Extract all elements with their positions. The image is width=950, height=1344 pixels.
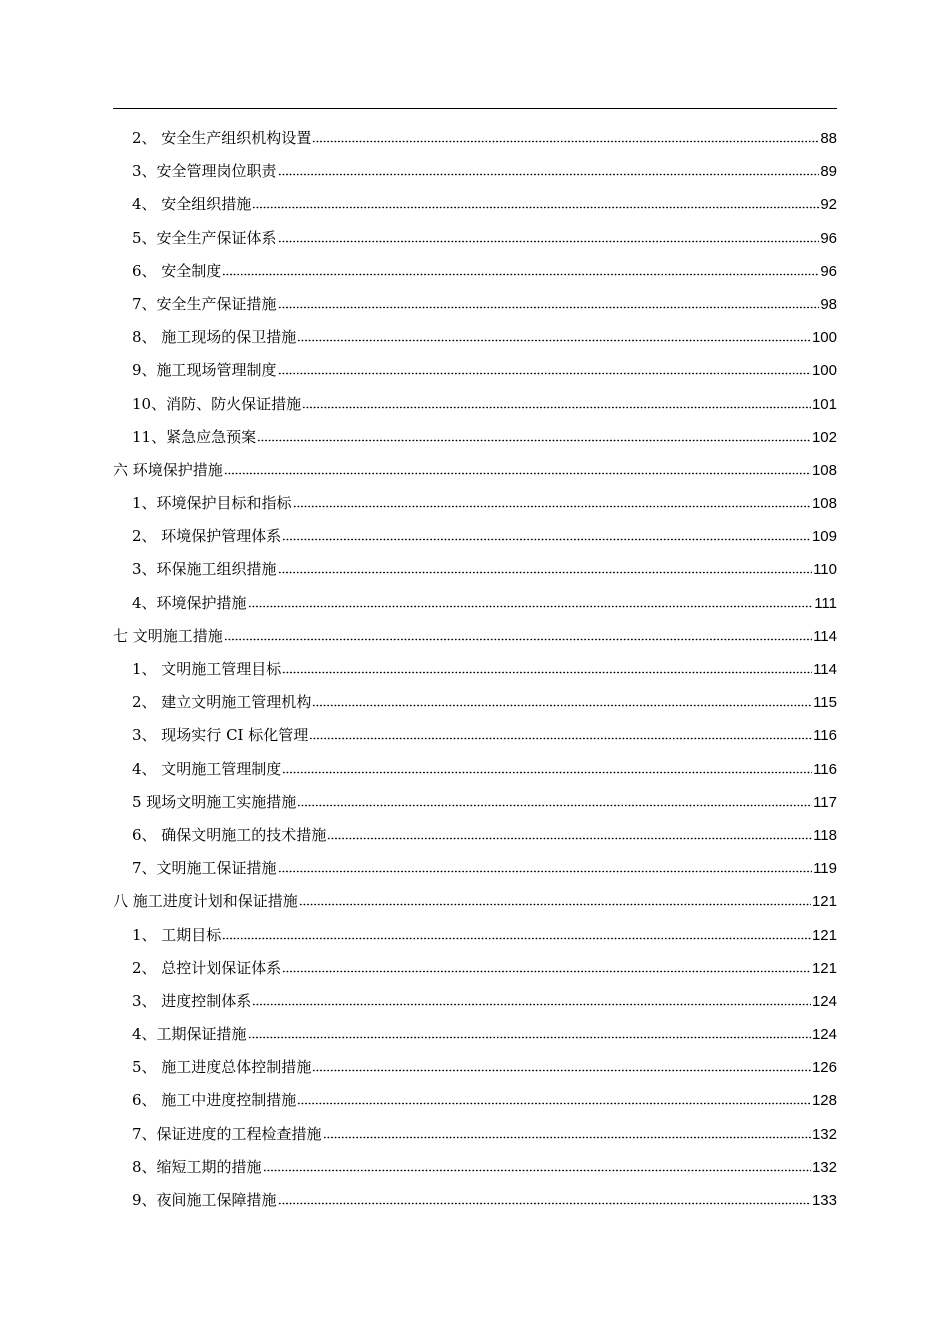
toc-entry-label: 3、环保施工组织措施 bbox=[132, 560, 277, 579]
toc-entry-label: 6、 安全制度 bbox=[132, 261, 222, 280]
toc-entry-page-number: 108 bbox=[811, 495, 837, 513]
toc-entry-page-number: 102 bbox=[811, 428, 837, 446]
toc-entry-label: 7、保证进度的工程检查措施 bbox=[132, 1124, 322, 1143]
toc-dot-leader bbox=[257, 430, 811, 442]
toc-entry-page-number: 114 bbox=[813, 661, 837, 678]
toc-dot-leader bbox=[302, 397, 811, 409]
toc-entry-page-number: 115 bbox=[813, 694, 837, 712]
toc-entry[interactable] bbox=[113, 523, 837, 556]
toc-entry[interactable] bbox=[113, 689, 837, 722]
toc-entry-page-number: 116 bbox=[813, 760, 837, 778]
toc-entry-label: 1、 文明施工管理目标 bbox=[132, 660, 282, 678]
toc-entry-label: 3、安全管理岗位职责 bbox=[132, 162, 277, 181]
toc-entry-page-number: 121 bbox=[811, 893, 837, 911]
toc-entry[interactable] bbox=[113, 1121, 837, 1154]
toc-dot-leader bbox=[278, 861, 813, 873]
toc-entry[interactable] bbox=[113, 324, 837, 357]
toc-dot-leader bbox=[252, 994, 811, 1006]
toc-entry-page-number: 108 bbox=[811, 461, 837, 479]
toc-entry[interactable] bbox=[113, 656, 837, 689]
toc-entry-label: 七 文明施工措施 bbox=[113, 626, 223, 645]
toc-entry-page-number: 117 bbox=[813, 793, 837, 811]
toc-entry[interactable] bbox=[113, 623, 837, 656]
toc-entry-page-number: 92 bbox=[820, 196, 837, 214]
toc-dot-leader bbox=[263, 1160, 811, 1172]
toc-entry[interactable] bbox=[113, 1154, 837, 1187]
toc-dot-leader bbox=[278, 231, 820, 243]
toc-entry-page-number: 124 bbox=[811, 1026, 837, 1044]
toc-entry[interactable] bbox=[113, 756, 837, 789]
toc-entry-label: 8、 施工现场的保卫措施 bbox=[132, 328, 297, 347]
toc-entry[interactable] bbox=[113, 1187, 837, 1220]
toc-dot-leader bbox=[248, 1027, 811, 1039]
toc-dot-leader bbox=[222, 264, 819, 276]
toc-entry[interactable] bbox=[113, 357, 837, 390]
toc-entry[interactable] bbox=[113, 391, 837, 424]
toc-entry-page-number: 111 bbox=[814, 594, 837, 612]
toc-dot-leader bbox=[327, 828, 812, 840]
toc-entry-label: 2、 环境保护管理体系 bbox=[132, 527, 282, 546]
toc-entry[interactable] bbox=[113, 158, 837, 191]
toc-entry-label: 8、缩短工期的措施 bbox=[132, 1157, 262, 1176]
toc-entry-page-number: 116 bbox=[813, 727, 837, 745]
header-rule bbox=[113, 108, 837, 109]
toc-entry-page-number: 89 bbox=[820, 163, 837, 181]
toc-dot-leader bbox=[252, 197, 819, 209]
toc-entry[interactable] bbox=[113, 1021, 837, 1054]
toc-dot-leader bbox=[312, 1060, 811, 1072]
toc-entry-label: 3、 进度控制体系 bbox=[132, 991, 252, 1010]
toc-entry-label: 6、 施工中进度控制措施 bbox=[132, 1091, 297, 1110]
toc-entry-label: 5 现场文明施工实施措施 bbox=[132, 792, 297, 811]
toc-entry-page-number: 96 bbox=[820, 229, 837, 247]
toc-entry-label: 2、 安全生产组织机构设置 bbox=[132, 129, 312, 147]
toc-entry[interactable] bbox=[113, 922, 837, 955]
toc-dot-leader bbox=[278, 164, 820, 176]
toc-entry-label: 10、消防、防火保证措施 bbox=[132, 394, 302, 413]
toc-entry-label: 9、夜间施工保障措施 bbox=[132, 1191, 277, 1209]
toc-dot-leader bbox=[278, 363, 811, 375]
toc-entry[interactable] bbox=[113, 1087, 837, 1120]
toc-entry-page-number: 133 bbox=[811, 1192, 837, 1209]
toc-dot-leader bbox=[282, 961, 811, 973]
toc-dot-leader bbox=[282, 529, 811, 541]
toc-entry-label: 1、 工期目标 bbox=[132, 925, 222, 944]
toc-entry-page-number: 98 bbox=[820, 295, 837, 313]
toc-entry-label: 2、 建立文明施工管理机构 bbox=[132, 693, 312, 712]
toc-entry[interactable] bbox=[113, 955, 837, 988]
toc-dot-leader bbox=[248, 596, 814, 608]
toc-entry-label: 4、环境保护措施 bbox=[132, 593, 247, 612]
toc-dot-leader bbox=[297, 1093, 811, 1105]
toc-entry[interactable] bbox=[113, 258, 837, 291]
toc-entry-page-number: 132 bbox=[811, 1158, 837, 1176]
toc-entry[interactable] bbox=[113, 490, 837, 523]
toc-entry-label: 11、紧急应急预案 bbox=[132, 427, 257, 446]
toc-dot-leader bbox=[224, 463, 811, 475]
toc-entry-page-number: 118 bbox=[813, 826, 837, 844]
toc-entry-page-number: 110 bbox=[813, 561, 837, 579]
toc-entry[interactable] bbox=[113, 291, 837, 324]
toc-entry-label: 4、 文明施工管理制度 bbox=[132, 759, 282, 778]
toc-dot-leader bbox=[282, 762, 812, 774]
toc-dot-leader bbox=[222, 928, 811, 940]
toc-entry-page-number: 119 bbox=[813, 860, 837, 878]
toc-dot-leader bbox=[323, 1127, 811, 1139]
toc-entry-page-number: 128 bbox=[811, 1092, 837, 1110]
toc-entry[interactable] bbox=[113, 1054, 837, 1087]
toc-entry-label: 八 施工进度计划和保证措施 bbox=[113, 892, 298, 911]
toc-entry-label: 5、 施工进度总体控制措施 bbox=[132, 1058, 312, 1077]
toc-entry-page-number: 109 bbox=[811, 528, 837, 546]
toc-entry[interactable] bbox=[113, 556, 837, 589]
toc-dot-leader bbox=[309, 728, 812, 740]
toc-entry-page-number: 126 bbox=[811, 1059, 837, 1077]
toc-entry-label: 6、 确保文明施工的技术措施 bbox=[132, 825, 327, 844]
toc-entry[interactable] bbox=[113, 191, 837, 224]
toc-entry-page-number: 121 bbox=[811, 959, 837, 977]
toc-entry-page-number: 100 bbox=[811, 329, 837, 347]
toc-entry-page-number: 132 bbox=[811, 1125, 837, 1143]
toc-entry[interactable] bbox=[113, 722, 837, 755]
toc-dot-leader bbox=[278, 562, 813, 574]
toc-entry-label: 7、文明施工保证措施 bbox=[132, 859, 277, 878]
toc-entry-page-number: 100 bbox=[811, 362, 837, 380]
toc-entry-label: 5、安全生产保证体系 bbox=[132, 228, 277, 247]
toc-entry-page-number: 96 bbox=[820, 262, 837, 280]
toc-dot-leader bbox=[278, 1193, 811, 1205]
toc-dot-leader bbox=[297, 330, 811, 342]
toc-entry-page-number: 121 bbox=[811, 926, 837, 944]
toc-entry-page-number: 124 bbox=[811, 992, 837, 1010]
toc-dot-leader bbox=[299, 894, 811, 906]
toc-entry-page-number: 114 bbox=[813, 627, 837, 645]
toc-entry[interactable] bbox=[113, 988, 837, 1021]
toc-entry-label: 1、环境保护目标和指标 bbox=[132, 494, 292, 513]
toc-entry[interactable] bbox=[113, 888, 837, 921]
toc-entry-label: 7、安全生产保证措施 bbox=[132, 294, 277, 313]
toc-entry[interactable] bbox=[113, 225, 837, 258]
toc-entry-page-number: 88 bbox=[820, 130, 837, 147]
toc-entry-label: 4、工期保证措施 bbox=[132, 1025, 247, 1044]
toc-dot-leader bbox=[224, 629, 812, 641]
toc-entry[interactable] bbox=[113, 125, 837, 158]
toc-entry[interactable] bbox=[113, 457, 837, 490]
toc-entry[interactable] bbox=[113, 855, 837, 888]
toc-entry-label: 9、施工现场管理制度 bbox=[132, 361, 277, 380]
toc-dot-leader bbox=[312, 131, 819, 143]
toc-entry[interactable] bbox=[113, 424, 837, 457]
toc-entry[interactable] bbox=[113, 590, 837, 623]
toc-entry-label: 2、 总控计划保证体系 bbox=[132, 958, 282, 977]
toc-dot-leader bbox=[278, 297, 820, 309]
table-of-contents bbox=[113, 125, 837, 1220]
toc-dot-leader bbox=[297, 795, 812, 807]
toc-dot-leader bbox=[312, 695, 812, 707]
toc-entry-label: 3、 现场实行 CI 标化管理 bbox=[132, 726, 309, 745]
toc-entry-label: 六 环境保护措施 bbox=[113, 460, 223, 479]
toc-entry[interactable] bbox=[113, 789, 837, 822]
toc-entry-page-number: 101 bbox=[811, 395, 837, 413]
toc-entry[interactable] bbox=[113, 822, 837, 855]
toc-dot-leader bbox=[293, 496, 811, 508]
toc-dot-leader bbox=[282, 662, 812, 674]
toc-entry-label: 4、 安全组织措施 bbox=[132, 195, 252, 214]
